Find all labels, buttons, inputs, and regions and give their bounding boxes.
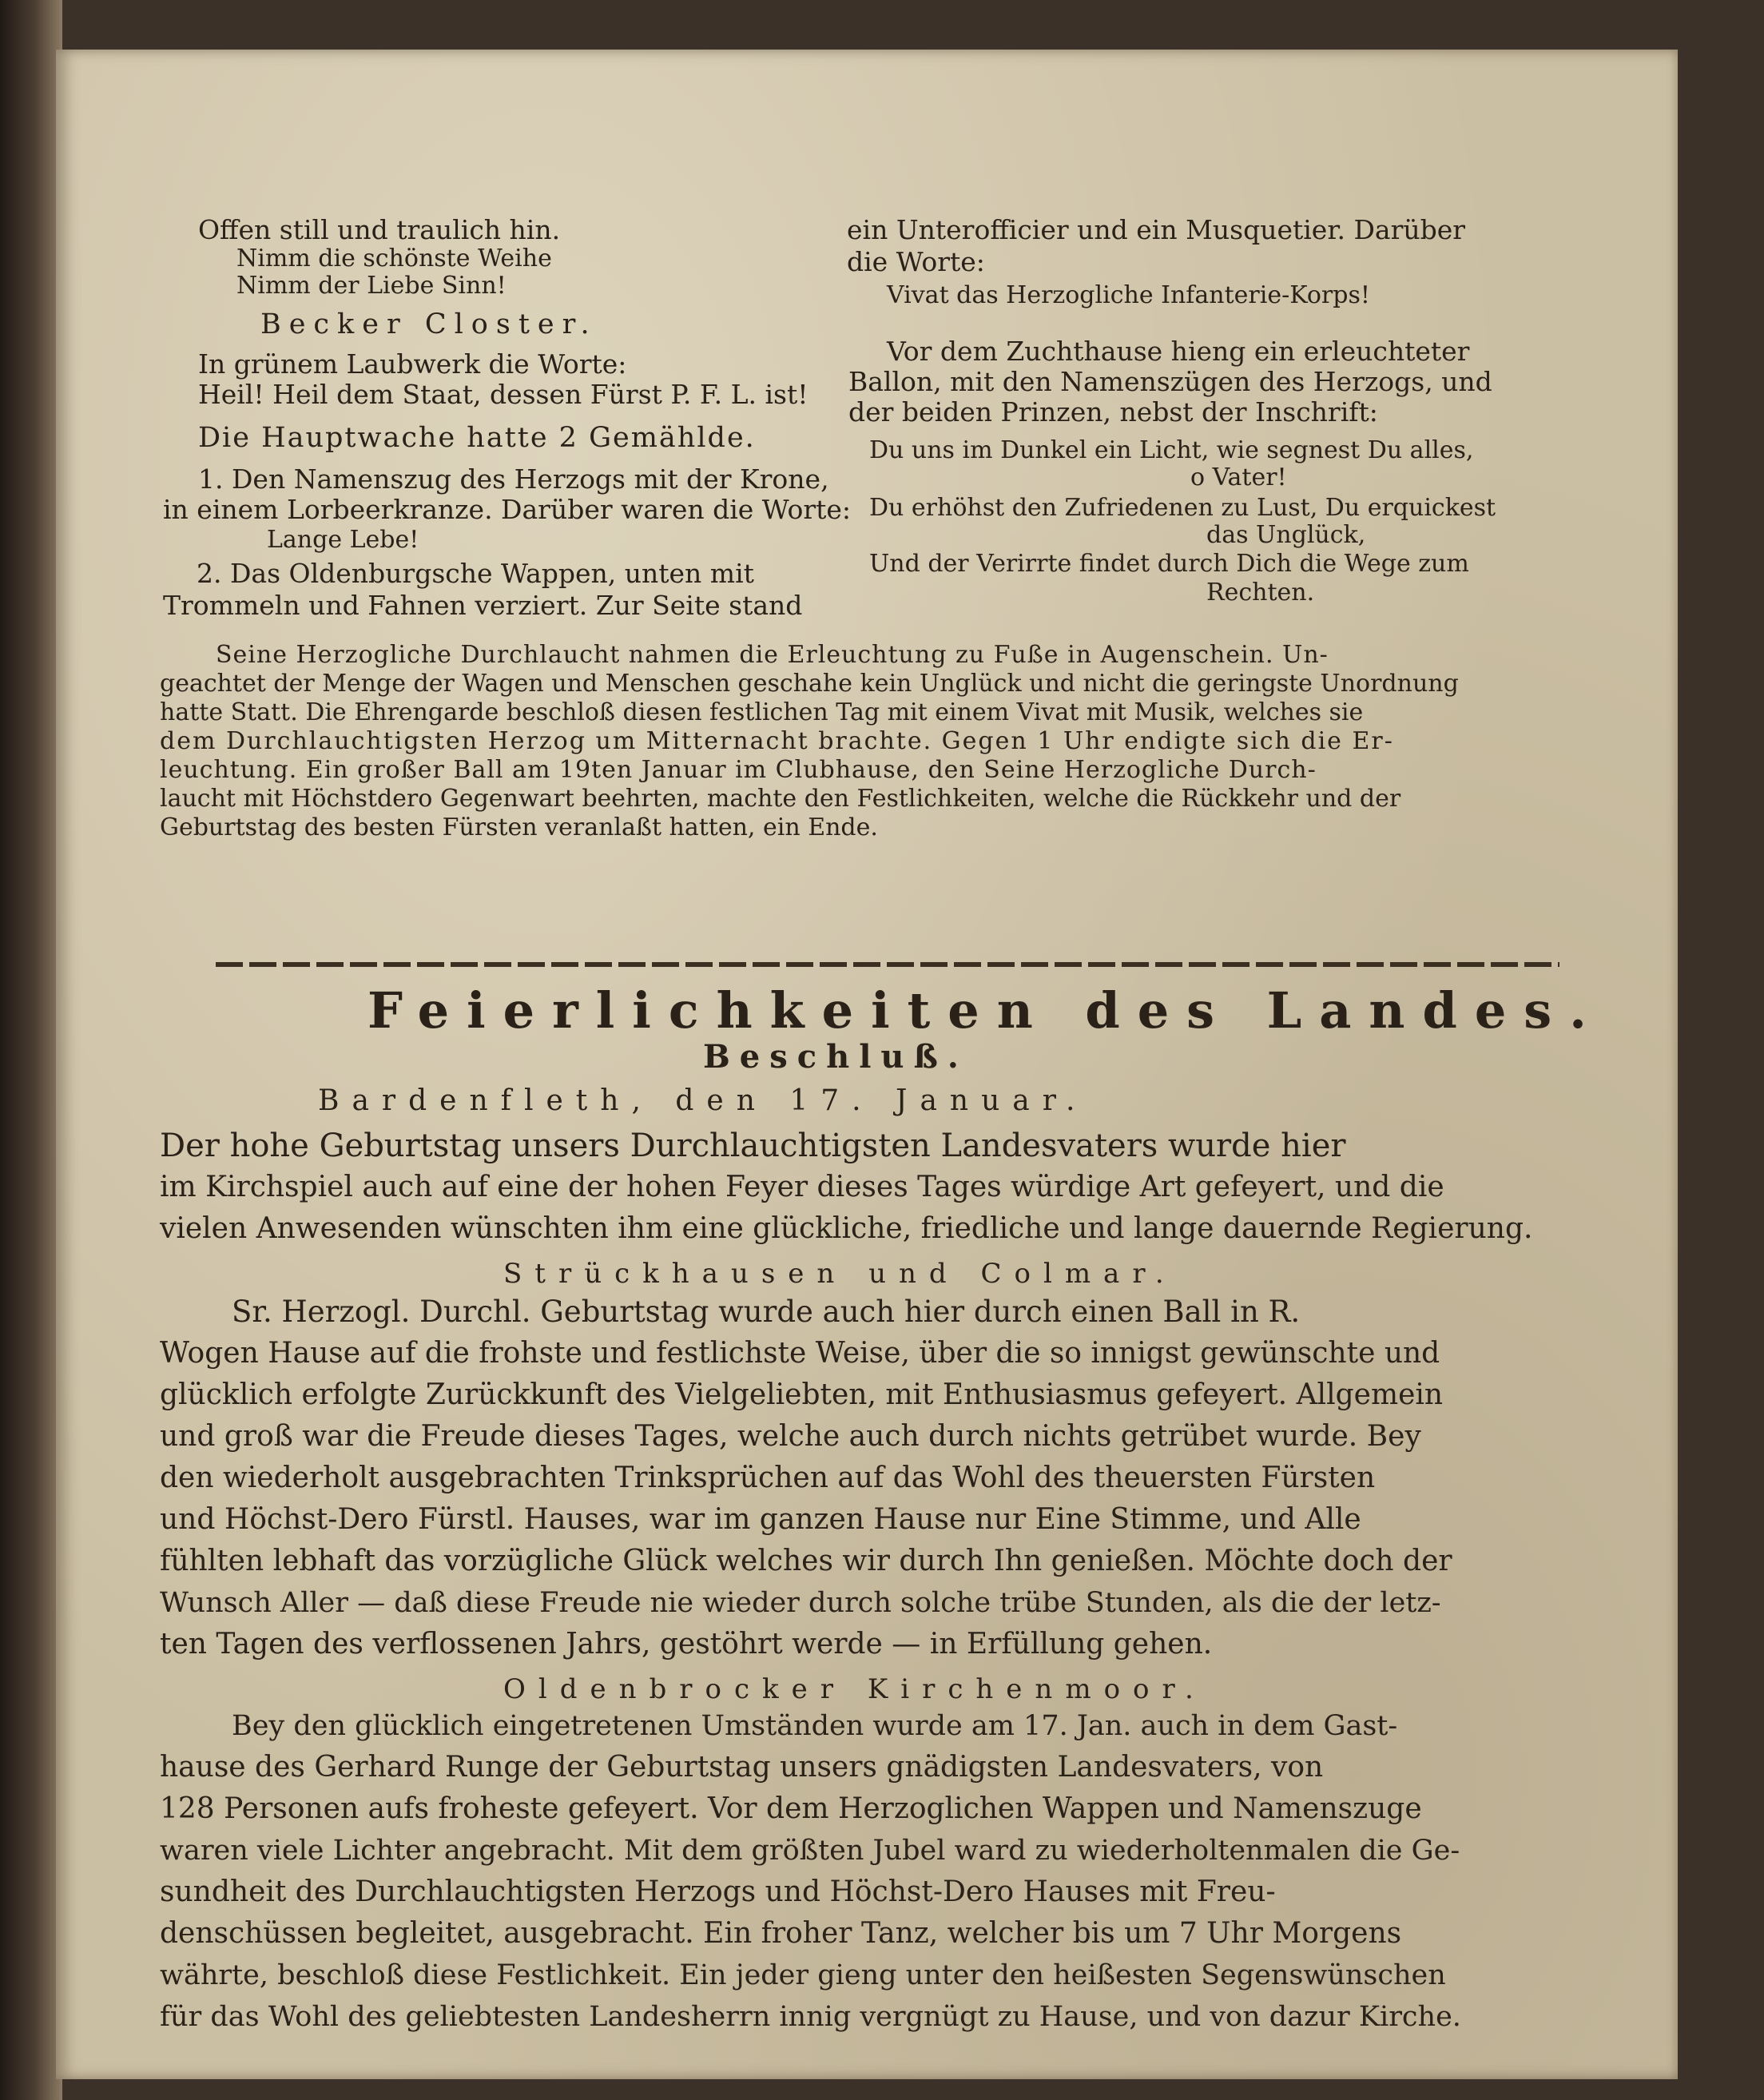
report-line: für das Wohl des geliebtesten Landesherrn innig vergnügt zu Hause, und von dazur Kirche. [160,2001,1461,2033]
report-line: Wunsch Aller — daß diese Freude nie wieder durch solche trübe Stunden, als die der letz- [160,1587,1441,1619]
section-heading-becker-closter: Becker Closter. [260,308,598,340]
paragraph-line: Geburtstag des besten Fürsten veranlaßt hatten, ein Ende. [160,813,878,841]
report-line: ten Tagen des verflossenen Jahrs, gestöhrt werde — in Erfüllung gehen. [160,1628,1213,1661]
report-line: Bey den glücklich eingetretenen Umständen wurde am 17. Jan. auch in dem Gast- [232,1710,1398,1742]
inscription-vivat: Vivat das Herzogliche Infanterie-Korps! [887,281,1370,309]
text-line: der beiden Prinzen, nebst der Inschrift: [848,396,1378,428]
verse-line: Nimm die schönste Weihe [236,245,552,272]
section-subtitle: Beschluß. [703,1038,968,1076]
text-line: Lange Lebe! [267,526,419,554]
poem-line: Du erhöhst den Zufriedenen zu Lust, Du erquickest [869,494,1496,522]
text-line: 2. Das Oldenburgsche Wappen, unten mit [197,558,754,589]
section-heading-hauptwache: Die Hauptwache hatte 2 Gemählde. [198,422,756,454]
text-line: Ballon, mit den Namenszügen des Herzogs, und [848,366,1492,397]
paragraph-line: Seine Herzogliche Durchlaucht nahmen die Erleuchtung zu Fuße in Augenschein. Un- [216,641,1329,669]
verse-line: Nimm der Liebe Sinn! [236,272,507,300]
text-line: Trommeln und Fahnen verziert. Zur Seite stand [163,590,803,621]
paragraph-line: laucht mit Höchstdero Gegenwart beehrten, machte den Festlichkeiten, welche die Rückkehr und der [160,785,1401,813]
report-line: 128 Personen aufs froheste gefeyert. Vor dem Herzoglichen Wappen und Namenszuge [160,1792,1422,1825]
text-line: die Worte: [847,246,985,277]
text-line: in einem Lorbeerkranze. Darüber waren die Worte: [163,494,852,525]
section-title: Feierlichkeiten des Landes. [368,981,1604,1040]
report-line: sundheit des Durchlauchtigsten Herzogs und Höchst-Dero Hauses mit Freu- [160,1875,1276,1908]
verse-line: Offen still und traulich hin. [198,214,561,245]
place-heading-struckhausen: Strückhausen und Colmar. [503,1258,1177,1290]
report-line: vielen Anwesenden wünschten ihm eine glückliche, friedliche und lange dauernde Regierung. [160,1212,1533,1245]
poem-line: das Unglück, [1206,521,1366,549]
paragraph-line: geachtet der Menge der Wagen und Menschen geschahe kein Unglück und nicht die geringste Unordnung [160,670,1459,698]
text-line: In grünem Laubwerk die Worte: [198,348,627,380]
text-line: 1. Den Namenszug des Herzogs mit der Krone, [198,463,829,495]
report-line: waren viele Lichter angebracht. Mit dem größten Jubel ward zu wiederholtenmalen die Ge- [160,1835,1460,1867]
place-heading-oldenbrock: Oldenbrocker Kirchenmoor. [503,1673,1206,1705]
report-line: Der hohe Geburtstag unsers Durchlauchtigsten Landesvaters wurde hier [160,1128,1346,1164]
paragraph-line: leuchtung. Ein großer Ball am 19ten Januar im Clubhause, den Seine Herzogliche Durch- [160,756,1317,784]
page-sheet [56,50,1678,2079]
text-line: Heil! Heil dem Staat, dessen Fürst P. F. L. ist! [198,379,808,410]
poem-line: Rechten. [1206,579,1315,607]
report-line: glücklich erfolgte Zurückkunft des Vielgeliebten, mit Enthusiasmus gefeyert. Allgemein [160,1378,1444,1411]
report-line: fühlten lebhaft das vorzügliche Glück welches wir durch Ihn genießen. Möchte doch der [160,1545,1452,1577]
report-line: denschüssen begleitet, ausgebracht. Ein froher Tanz, welcher bis um 7 Uhr Morgens [160,1917,1402,1950]
book-binding-edge [0,0,62,2100]
report-line: und Höchst-Dero Fürstl. Hauses, war im ganzen Hause nur Eine Stimme, und Alle [160,1503,1361,1536]
dateline: Bardenfleth, den 17. Januar. [318,1084,1088,1117]
report-line: im Kirchspiel auch auf eine der hohen Feyer dieses Tages würdige Art gefeyert, und die [160,1171,1444,1203]
poem-line: Und der Verirrte findet durch Dich die Wege zum [869,550,1469,578]
poem-line: Du uns im Dunkel ein Licht, wie segnest Du alles, [869,436,1474,464]
report-line: Wogen Hause auf die frohste und festlichste Weise, über die so innigst gewünschte und [160,1337,1440,1370]
section-divider [216,962,1559,967]
paragraph-line: hatte Statt. Die Ehrengarde beschloß diesen festlichen Tag mit einem Vivat mit Musik, welches sie [160,698,1364,726]
report-line: und groß war die Freude dieses Tages, welche auch durch nichts getrübet wurde. Bey [160,1420,1421,1453]
report-line: den wiederholt ausgebrachten Trinksprüchen auf das Wohl des theuersten Fürsten [160,1462,1376,1494]
report-line: währte, beschloß diese Festlichkeit. Ein jeder gieng unter den heißesten Segenswünschen [160,1959,1446,1991]
poem-line: o Vater! [1190,463,1287,491]
report-line: hause des Gerhard Runge der Geburtstag unsers gnädigsten Landesvaters, von [160,1751,1324,1784]
report-line: Sr. Herzogl. Durchl. Geburtstag wurde auch hier durch einen Ball in R. [232,1295,1301,1329]
text-line: Vor dem Zuchthause hieng ein erleuchteter [887,336,1470,367]
paragraph-line: dem Durchlauchtigsten Herzog um Mitternacht brachte. Gegen 1 Uhr endigte sich die Er- [160,727,1394,755]
text-line: ein Unterofficier und ein Musquetier. Darüber [847,214,1466,245]
